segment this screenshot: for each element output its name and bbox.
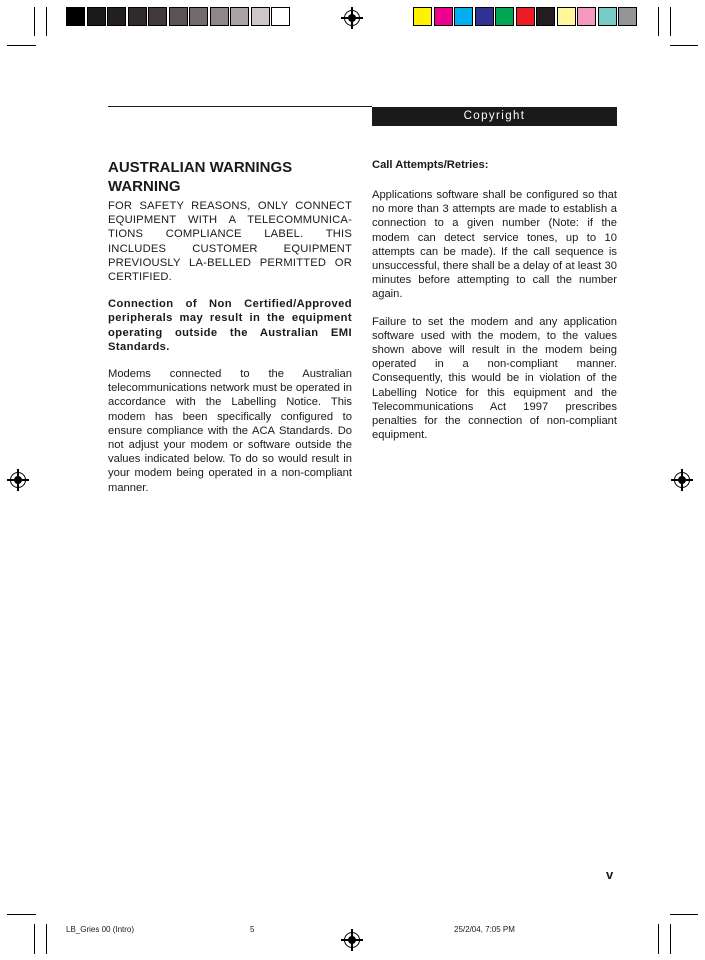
header-rule	[108, 106, 372, 107]
process-swatch	[454, 7, 473, 26]
process-swatch	[495, 7, 514, 26]
process-swatch	[536, 7, 555, 26]
process-swatch	[475, 7, 494, 26]
grayscale-swatch	[230, 7, 249, 26]
grayscale-swatch	[128, 7, 147, 26]
grayscale-swatch	[210, 7, 229, 26]
process-swatch	[618, 7, 637, 26]
process-swatch	[516, 7, 535, 26]
emi-warning-paragraph: Connection of Non Certified/Approved peripherals may result in the equipment operating outside the Australian EMI Standards.	[108, 298, 352, 353]
right-column	[372, 158, 617, 442]
process-swatch	[434, 7, 453, 26]
call-attempts-paragraph: Applications software shall be configured so that no more than 3 attempts are made to establish a connection to a given number (Note: if the modem can detect service tones, up to 10 attempts can be made). If the call sequence is unsuccessful, there shall be a delay of at least 30 minutes before attempting to call the number again.	[372, 189, 617, 301]
call-attempts-subheading: Call Attempts/Retries:	[372, 159, 489, 171]
process-swatch	[598, 7, 617, 26]
footer-filename: LB_Gries 00 (Intro)	[66, 925, 135, 934]
footer-timestamp: 25/2/04, 7:05 PM	[454, 925, 515, 934]
safety-paragraph: FOR SAFETY REASONS, ONLY CONNECT EQUIPMENT WITH A TELECOMMUNICA-TIONS COMPLIANCE LABEL. THIS INCLUDES CUSTOMER EQUIPMENT PREVIOUSLY LA-BELLED PERMITTED OR CERTIFIED.	[108, 200, 352, 284]
grayscale-swatch	[148, 7, 167, 26]
grayscale-swatch	[169, 7, 188, 26]
non-compliance-paragraph: Failure to set the modem and any application software used with the modem, to the values shown above will result in the modem being operated in a non-compliant manner. Consequently, this would be in violation of the Labelling Notice for this equipment and the Telecommunications Act 1997 prescribes penalties for the connection of non-compliant equipment.	[372, 315, 617, 442]
process-swatch	[413, 7, 432, 26]
grayscale-swatch	[189, 7, 208, 26]
grayscale-swatch	[271, 7, 290, 26]
process-swatch	[557, 7, 576, 26]
grayscale-swatch	[87, 7, 106, 26]
process-swatch	[577, 7, 596, 26]
warning-heading: WARNING	[108, 178, 181, 195]
grayscale-swatch	[66, 7, 85, 26]
registration-mark-left	[7, 469, 29, 491]
registration-mark-bottom	[341, 929, 363, 951]
left-column	[108, 158, 352, 495]
modem-paragraph: Modems connected to the Australian telecommunications network must be operated in accordance with the Labelling Notice. This modem has been specifically configured to ensure compliance with the ACA Standards. Do not adjust your modem or software outside the values indicated below. To do so would result in your modem being operated in a non-compliant manner.	[108, 368, 352, 494]
section-tab: Copyright	[372, 107, 617, 126]
registration-mark-right	[671, 469, 693, 491]
footer-page: 5	[250, 925, 255, 934]
registration-mark-top	[341, 7, 363, 29]
page-number: v	[606, 867, 614, 882]
grayscale-swatch	[251, 7, 270, 26]
section-heading: AUSTRALIAN WARNINGS	[108, 159, 293, 176]
grayscale-swatch	[107, 7, 126, 26]
